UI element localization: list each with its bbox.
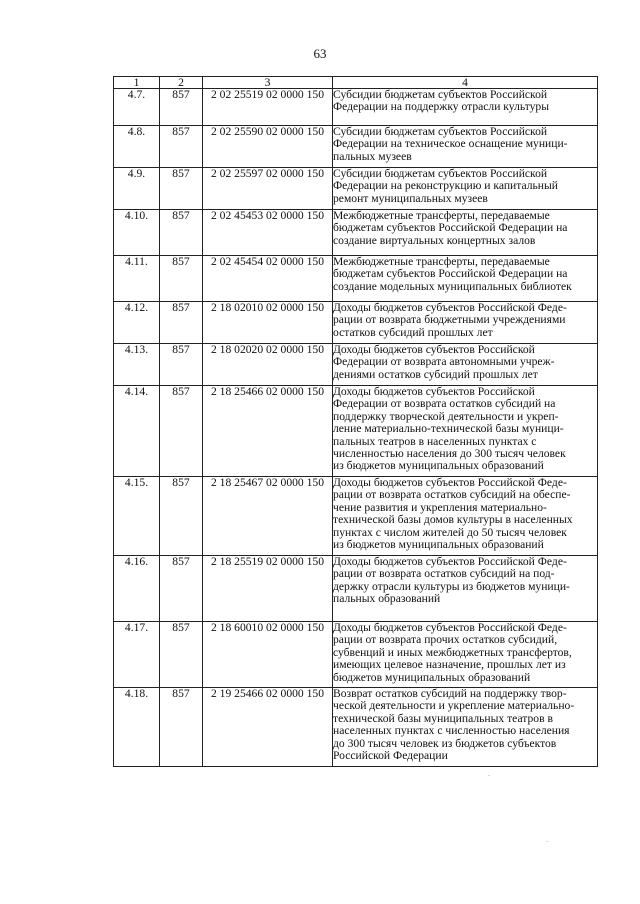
revenue-description xyxy=(333,126,598,168)
description-line: Доходы бюджетов субъектов Российской Феде- xyxy=(333,621,567,634)
budget-classification-code: 2 18 02010 02 0000 150 xyxy=(203,302,333,344)
table-row xyxy=(114,210,598,256)
table-row xyxy=(114,256,598,302)
description-line: Доходы бюджетов субъектов Российской xyxy=(333,385,535,398)
table-row xyxy=(114,89,598,126)
row-number: 4.9. xyxy=(114,168,160,210)
revenue-description xyxy=(333,344,598,386)
description-line: Субсидии бюджетам субъектов Российской xyxy=(333,88,548,101)
page-number: 63 xyxy=(313,46,327,61)
header-col-3: 3 xyxy=(203,77,333,89)
description-line: чение развития и укрепления материально- xyxy=(333,500,547,514)
admin-code: 857 xyxy=(160,477,203,556)
description-line: технической базы домов культуры в населенных xyxy=(333,513,573,527)
budget-classification-code: 2 02 25519 02 0000 150 xyxy=(203,89,333,126)
table-row xyxy=(114,688,598,767)
revenue-description xyxy=(333,688,598,767)
description-line: Доходы бюджетов субъектов Российской xyxy=(333,343,535,356)
header-col-2: 2 xyxy=(160,77,203,89)
description-line: поддержку творческой деятельности и укреп- xyxy=(333,409,559,423)
revenue-table xyxy=(113,76,598,767)
admin-code: 857 xyxy=(160,168,203,210)
budget-classification-code: 2 02 25597 02 0000 150 xyxy=(203,168,333,210)
admin-code: 857 xyxy=(160,556,203,622)
revenue-description xyxy=(333,256,598,302)
revenue-description xyxy=(333,386,598,477)
table-row xyxy=(114,386,598,477)
scan-speck: . xyxy=(488,769,490,778)
row-number: 4.16. xyxy=(114,556,160,622)
description-line: рации от возврата бюджетными учреждениями xyxy=(333,313,566,327)
description-line: субвенций и иных межбюджетных трансфертов, xyxy=(333,645,572,659)
description-line: Федерации на поддержку отрасли культуры xyxy=(333,100,549,114)
revenue-description xyxy=(333,89,598,126)
revenue-description xyxy=(333,210,598,256)
description-line: пунктах с числом жителей до 50 тысяч человек xyxy=(333,525,567,539)
description-line: ление материально-технической базы муници- xyxy=(333,422,564,436)
admin-code: 857 xyxy=(160,688,203,767)
row-number: 4.15. xyxy=(114,477,160,556)
description-line: Федерации от возврата автономными учреж- xyxy=(333,355,555,369)
description-line: ческой деятельности и укрепление материально- xyxy=(333,699,575,713)
admin-code: 857 xyxy=(160,210,203,256)
budget-classification-code: 2 18 25467 02 0000 150 xyxy=(203,477,333,556)
row-number: 4.11. xyxy=(114,256,160,302)
budget-classification-code: 2 18 60010 02 0000 150 xyxy=(203,622,333,688)
description-line: Федерации на реконструкцию и капитальный xyxy=(333,179,558,193)
row-number: 4.8. xyxy=(114,126,160,168)
description-line: Субсидии бюджетам субъектов Российской xyxy=(333,167,548,180)
revenue-description xyxy=(333,556,598,622)
description-line: создание виртуальных концертных залов xyxy=(333,233,536,247)
row-number: 4.14. xyxy=(114,386,160,477)
description-line: рации от возврата прочих остатков субсидий, xyxy=(333,633,558,647)
budget-classification-code: 2 02 45454 02 0000 150 xyxy=(203,256,333,302)
description-line: бюджетов муниципальных образований xyxy=(333,670,531,684)
description-line: пальных театров в населенных пунктах с xyxy=(333,434,537,448)
description-line: Возврат остатков субсидий на поддержку твор- xyxy=(333,687,567,700)
description-line: Российской Федерации xyxy=(333,749,448,763)
description-line: пальных музеев xyxy=(333,149,412,163)
admin-code: 857 xyxy=(160,302,203,344)
revenue-description xyxy=(333,622,598,688)
admin-code: 857 xyxy=(160,622,203,688)
description-line: Федерации на техническое оснащение муници- xyxy=(333,137,568,151)
description-line: до 300 тысяч человек из бюджетов субъектов xyxy=(333,736,557,750)
description-line: Межбюджетные трансферты, передаваемые xyxy=(333,255,550,268)
description-line: рации от возврата остатков субсидий на под- xyxy=(333,567,555,581)
description-line: держку отрасли культуры из бюджетов муници- xyxy=(333,579,570,593)
revenue-description xyxy=(333,477,598,556)
description-line: создание модельных муниципальных библиотек xyxy=(333,279,572,293)
description-line: Субсидии бюджетам субъектов Российской xyxy=(333,125,548,138)
admin-code: 857 xyxy=(160,386,203,477)
header-col-4: 4 xyxy=(333,77,598,89)
row-number: 4.13. xyxy=(114,344,160,386)
budget-classification-code: 2 18 25466 02 0000 150 xyxy=(203,386,333,477)
description-line: Доходы бюджетов субъектов Российской Феде- xyxy=(333,555,567,568)
row-number: 4.10. xyxy=(114,210,160,256)
row-number: 4.18. xyxy=(114,688,160,767)
table-row xyxy=(114,556,598,622)
budget-classification-code: 2 19 25466 02 0000 150 xyxy=(203,688,333,767)
description-line: численностью населения до 300 тысяч человек xyxy=(333,447,566,461)
admin-code: 857 xyxy=(160,89,203,126)
table-row xyxy=(114,622,598,688)
row-number: 4.7. xyxy=(114,89,160,126)
budget-classification-code: 2 02 25590 02 0000 150 xyxy=(203,126,333,168)
description-line: пальных образований xyxy=(333,592,441,606)
budget-classification-code: 2 02 45453 02 0000 150 xyxy=(203,210,333,256)
description-line: имеющих целевое назначение, прошлых лет из xyxy=(333,658,566,672)
description-line: Межбюджетные трансферты, передаваемые xyxy=(333,209,550,222)
admin-code: 857 xyxy=(160,126,203,168)
row-number: 4.12. xyxy=(114,302,160,344)
description-line: Доходы бюджетов субъектов Российской Феде- xyxy=(333,301,567,314)
description-line: рации от возврата остатков субсидий на обеспе- xyxy=(333,488,571,502)
admin-code: 857 xyxy=(160,256,203,302)
admin-code: 857 xyxy=(160,344,203,386)
description-line: Доходы бюджетов субъектов Российской Феде- xyxy=(333,476,567,489)
row-number: 4.17. xyxy=(114,622,160,688)
table-row xyxy=(114,344,598,386)
description-line: из бюджетов муниципальных образований xyxy=(333,459,544,473)
budget-classification-code: 2 18 25519 02 0000 150 xyxy=(203,556,333,622)
description-line: населенных пунктах с численностью населения xyxy=(333,724,570,738)
table-row xyxy=(114,168,598,210)
description-line: Федерации от возврата остатков субсидий на xyxy=(333,397,556,411)
table-row xyxy=(114,477,598,556)
description-line: остатков субсидий прошлых лет xyxy=(333,325,493,339)
header-row xyxy=(114,77,598,89)
description-line: технической базы муниципальных театров в xyxy=(333,711,553,725)
revenue-description xyxy=(333,302,598,344)
description-line: из бюджетов муниципальных образований xyxy=(333,538,544,552)
description-line: дениями остатков субсидий прошлых лет xyxy=(333,367,538,381)
description-line: ремонт муниципальных музеев xyxy=(333,191,488,205)
table-row xyxy=(114,126,598,168)
table-body xyxy=(114,77,598,767)
table-row xyxy=(114,302,598,344)
description-line: бюджетам субъектов Российской Федерации на xyxy=(333,221,568,235)
budget-classification-code: 2 18 02020 02 0000 150 xyxy=(203,344,333,386)
description-line: бюджетам субъектов Российской Федерации на xyxy=(333,267,568,281)
revenue-description xyxy=(333,168,598,210)
header-col-1: 1 xyxy=(114,77,160,89)
scan-speck: . xyxy=(546,835,548,844)
